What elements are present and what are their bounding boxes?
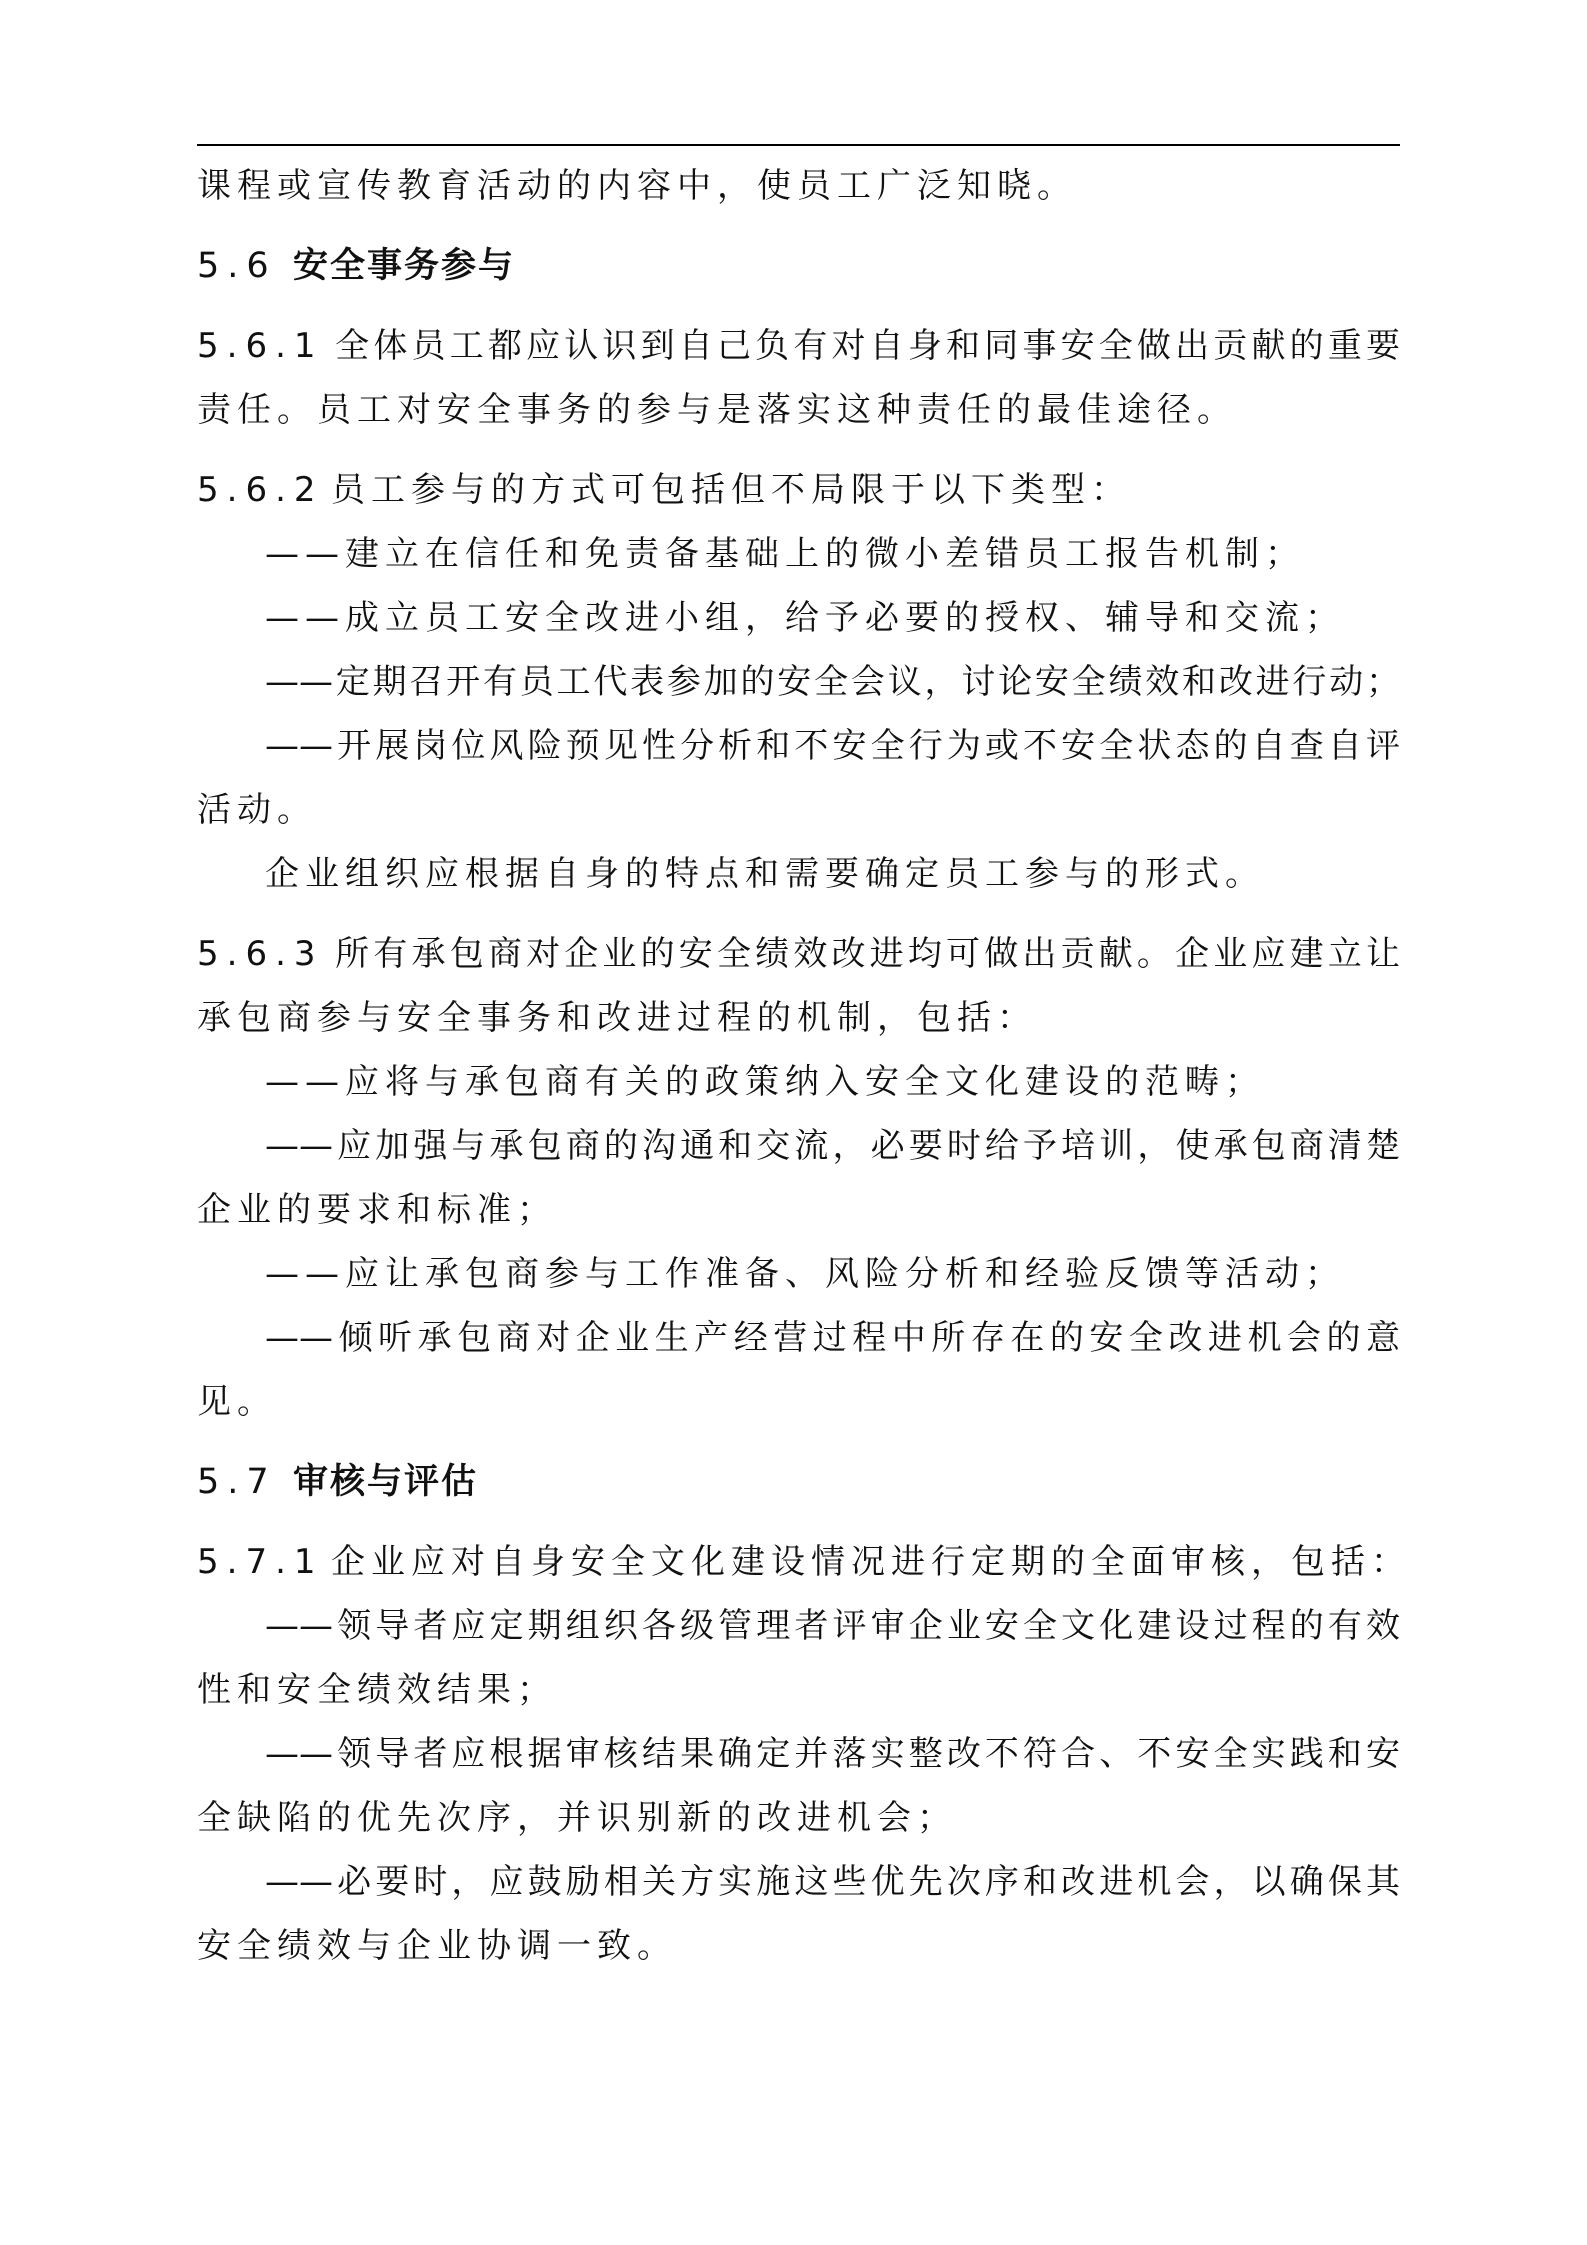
list-item: ——领导者应定期组织各级管理者评审企业安全文化建设过程的有效 <box>265 1606 1400 1646</box>
list-item-continuation: 活动。 <box>197 790 317 830</box>
clause-5-6-3-line-1 <box>197 922 1400 986</box>
list-item: ——建立在信任和免责备基础上的微小差错员工报告机制； <box>265 534 1305 574</box>
header-rule <box>197 144 1400 146</box>
clause-text: 全体员工都应认识到自己负有对自身和同事安全做出贡献的重要 <box>331 326 1400 366</box>
paragraph-line: 课程或宣传教育活动的内容中，使员工广泛知晓。 <box>197 166 1077 206</box>
clause-5-6-3-line-2: 承包商参与安全事务和改进过程的机制，包括： <box>197 998 1037 1038</box>
list-item-continuation: 性和安全绩效结果； <box>197 1670 557 1710</box>
section-heading-5-7 <box>197 1450 1400 1514</box>
list-item: ——定期召开有员工代表参加的安全会议，讨论安全绩效和改进行动； <box>265 662 1400 702</box>
section-number: 5.6 <box>197 246 277 286</box>
list-item-continuation: 见。 <box>197 1382 277 1422</box>
clause-5-7-1-line-1 <box>197 1530 1411 1594</box>
clause-text: 员工参与的方式可包括但不局限于以下类型： <box>331 470 1131 510</box>
list-item: ——应让承包商参与工作准备、风险分析和经验反馈等活动； <box>265 1254 1345 1294</box>
clause-number: 5.6.1 <box>197 326 324 366</box>
list-item-continuation: 安全绩效与企业协调一致。 <box>197 1926 677 1966</box>
clause-number: 5.6.2 <box>197 470 324 510</box>
list-item: ——领导者应根据审核结果确定并落实整改不符合、不安全实践和安 <box>265 1734 1400 1774</box>
clause-5-6-1-line-2: 责任。员工对安全事务的参与是落实这种责任的最佳途径。 <box>197 390 1237 430</box>
clause-number: 5.6.3 <box>197 934 324 974</box>
clause-number: 5.7.1 <box>197 1542 324 1582</box>
list-item: ——应将与承包商有关的政策纳入安全文化建设的范畴； <box>265 1062 1265 1102</box>
list-item: ——应加强与承包商的沟通和交流，必要时给予培训，使承包商清楚 <box>265 1126 1400 1166</box>
section-title: 安全事务参与 <box>293 246 516 286</box>
list-item: ——成立员工安全改进小组，给予必要的授权、辅导和交流； <box>265 598 1345 638</box>
clause-5-6-1-line-1 <box>197 314 1400 378</box>
list-item-continuation: 全缺陷的优先次序，并识别新的改进机会； <box>197 1798 957 1838</box>
list-item-continuation: 企业的要求和标准； <box>197 1190 557 1230</box>
list-item: ——开展岗位风险预见性分析和不安全行为或不安全状态的自查自评 <box>265 726 1400 766</box>
paragraph-line: 企业组织应根据自身的特点和需要确定员工参与的形式。 <box>265 854 1265 894</box>
section-title: 审核与评估 <box>293 1462 479 1502</box>
clause-text: 所有承包商对企业的安全绩效改进均可做出贡献。企业应建立让 <box>331 934 1400 974</box>
list-item: ——必要时，应鼓励相关方实施这些优先次序和改进机会，以确保其 <box>265 1862 1400 1902</box>
section-heading-5-6 <box>197 234 1400 298</box>
section-number: 5.7 <box>197 1462 277 1502</box>
clause-text: 企业应对自身安全文化建设情况进行定期的全面审核，包括： <box>331 1542 1411 1582</box>
list-item: ——倾听承包商对企业生产经营过程中所存在的安全改进机会的意 <box>265 1318 1400 1358</box>
clause-5-6-2-line-1 <box>197 458 1400 522</box>
